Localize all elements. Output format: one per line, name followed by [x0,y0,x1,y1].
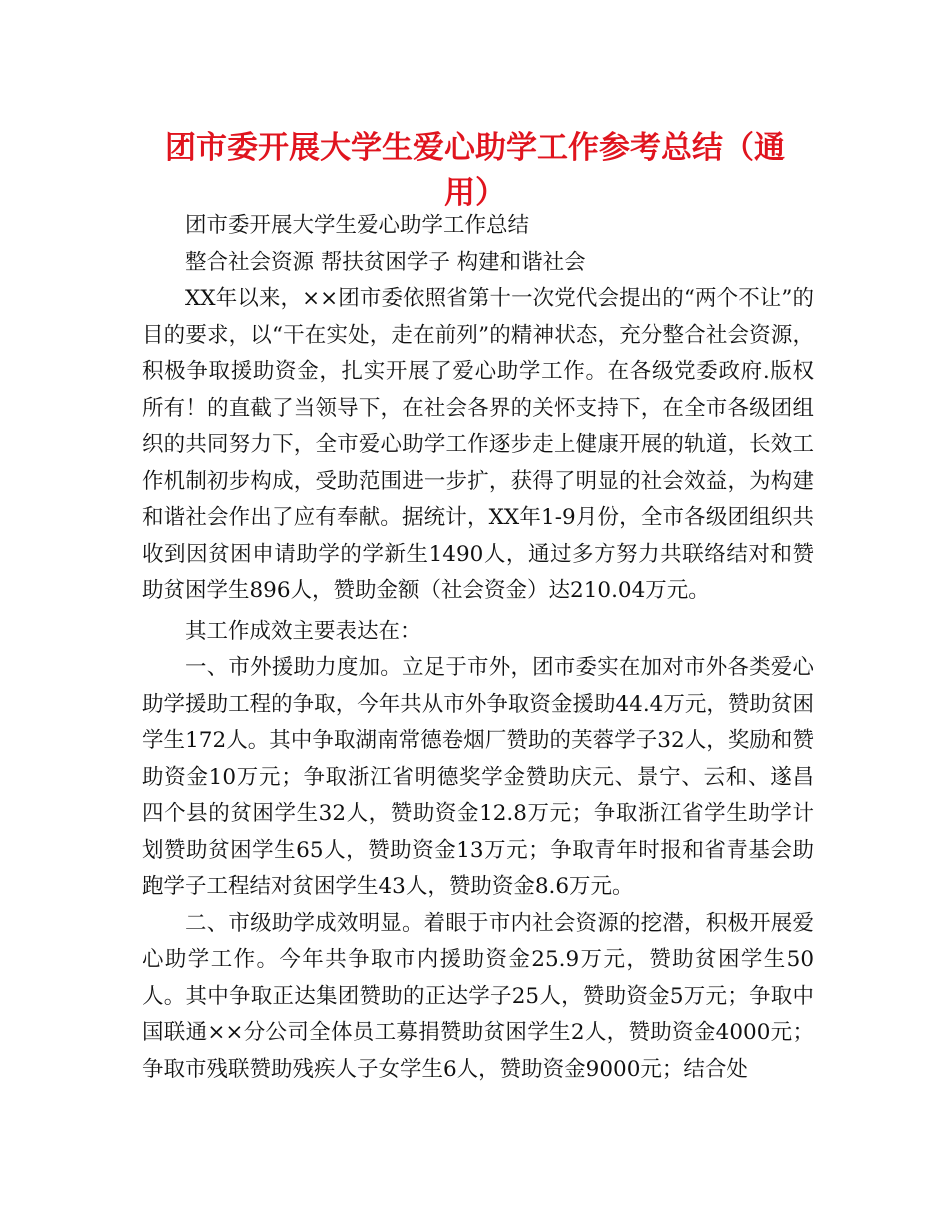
document-body [142,208,814,1088]
subtitle-paragraph: 团市委开展大学生爱心助学工作总结 [185,213,530,238]
body-paragraph: 一、市外援助力度加。立足于市外，团市委实在加对市外各类爱心助学援助工程的争取，今年共从市外争取资金援助44.4万元，赞助贫困学生172人。其中争取湖南常德卷烟厂赞助的芙蓉学子32人，奖励和赞助资金10万元；争取浙江省明德奖学金赞助庆元、景宁、云和、遂昌四个县的贫困学生32人，赞助资金12.8万元；争取浙江省学生助学计划赞助贫困学生65人，赞助资金13万元；争取青年时报和省青基会助跑学子工程结对贫困学生43人，赞助资金8.6万元。 [142,655,814,899]
slogan-paragraph: 整合社会资源 帮扶贫困学子 构建和谐社会 [185,249,586,275]
body-paragraph: XX年以来，××团市委依照省第十一次党代会提出的“两个不让”的目的要求，以“干在实处，走在前列”的精神状态，充分整合社会资源，积极争取援助资金，扎实开展了爱心助学工作。在各级党委政府.版权所有！的直截了当领导下，在社会各界的关怀支持下，在全市各级团组织的共同努力下，全市爱心助学工作逐步走上健康开展的轨道，长效工作机制初步构成，受助范围进一步扩，获得了明显的社会效益，为构建和谐社会作出了应有奉献。据统计，XX年1-9月份，全市各级团组织共收到因贫困申请助学的学新生1490人，通过多方努力共联络结对和赞助贫困学生896人，赞助金额（社会资金）达210.04万元。 [142,286,814,603]
document-title-line-1: 团市委开展大学生爱心助学工作参考总结（通 [165,130,785,166]
body-paragraph: 二、市级助学成效明显。着眼于市内社会资源的挖潜，积极开展爱心助学工作。今年共争取市内援助资金25.9万元，赞助贫困学生50人。其中争取正达集团赞助的正达学子25人，赞助资金5万元；争取中国联通××分公司全体员工募捐赞助贫困学生2人，赞助资金4000元；争取市残联赞助残疾人子女学生6人，赞助资金9000元；结合处 [142,910,814,1082]
document-title-line-2: 用） [444,175,506,211]
body-paragraph: 其工作成效主要表达在： [185,618,422,644]
